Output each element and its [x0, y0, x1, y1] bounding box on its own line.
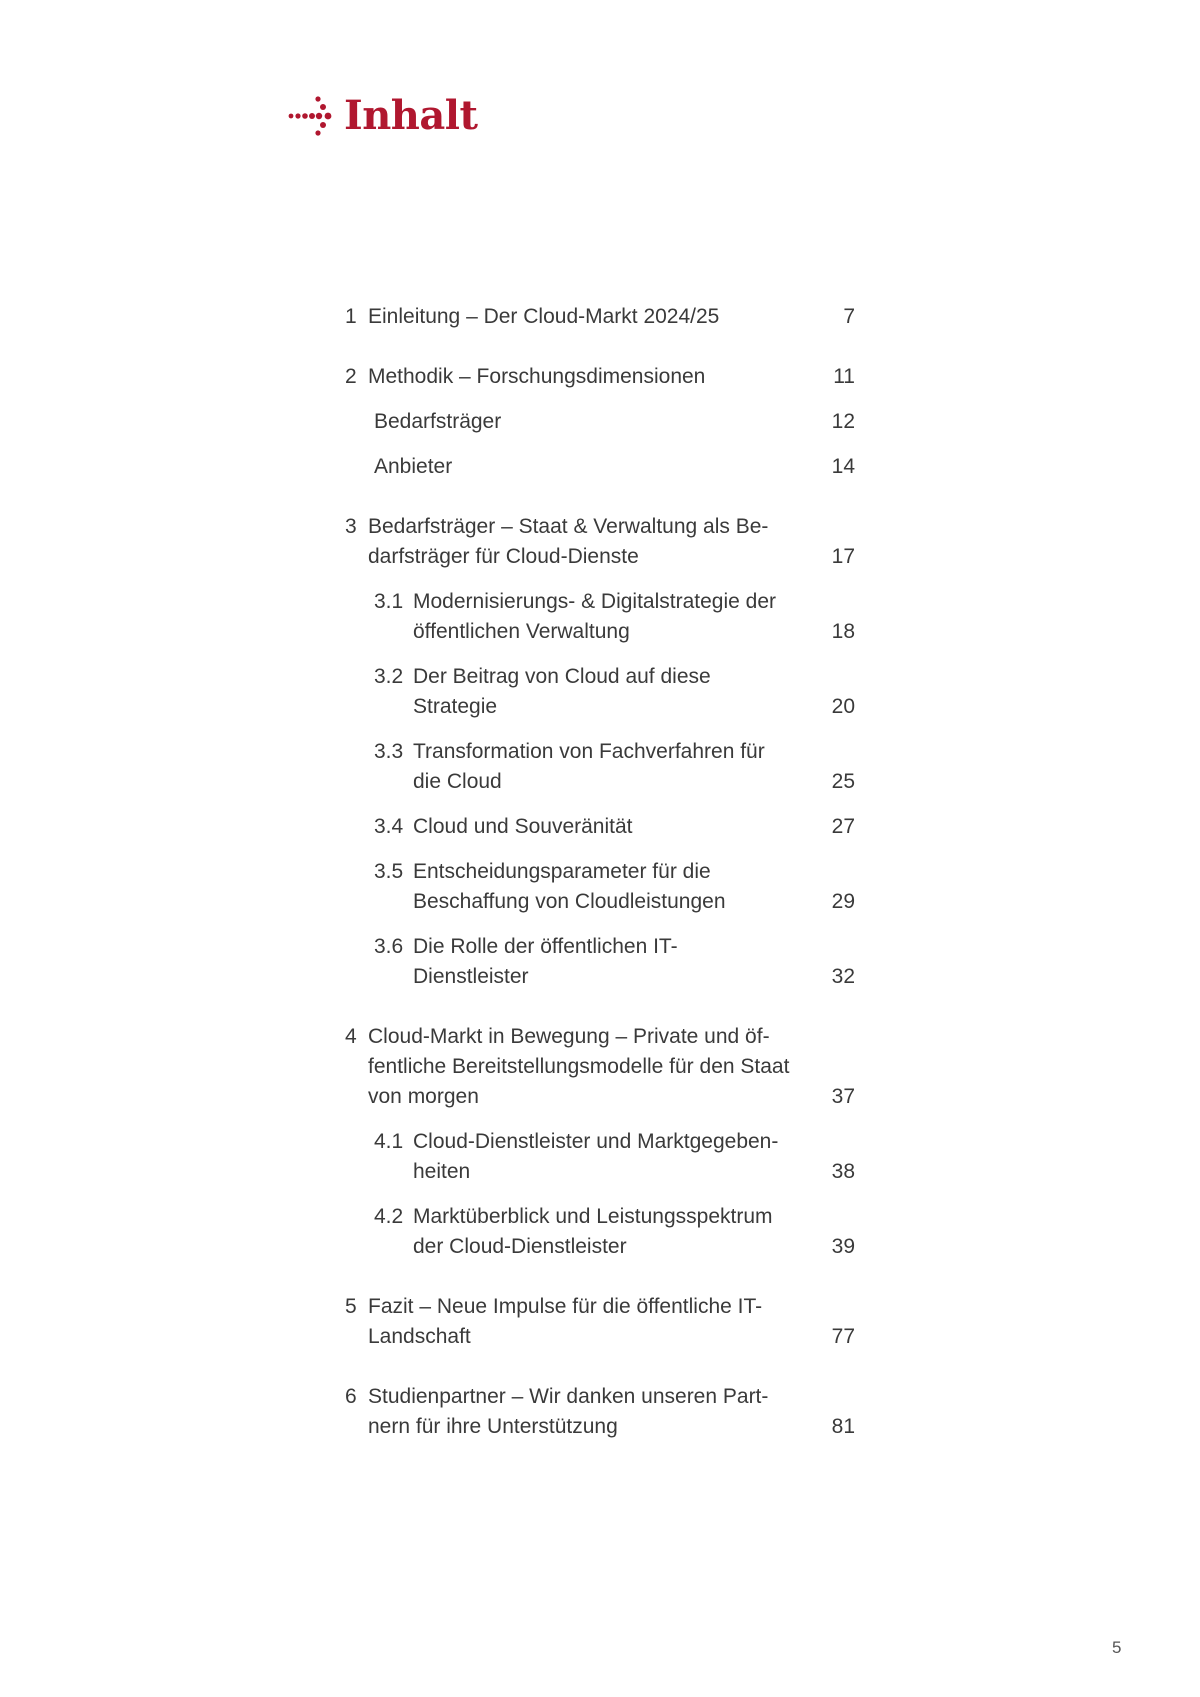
page-number: 5: [1112, 1638, 1122, 1657]
toc-page: 18: [831, 620, 855, 643]
toc-title: Studienpartner – Wir danken unseren Partnern für ihre Unterstützung: [368, 1385, 769, 1438]
toc-title: Marktüberblick und Leistungsspektrum der Cloud-Dienstleister: [413, 1205, 773, 1258]
toc-number: 6: [345, 1385, 357, 1408]
toc-entry-anbieter[interactable]: [345, 452, 855, 482]
toc-entry-3-1[interactable]: [345, 587, 855, 647]
toc-title: Cloud-Dienstleister und Marktgegebenheiten: [413, 1130, 779, 1183]
toc-number: 2: [345, 365, 357, 388]
toc-entry-4-1[interactable]: [345, 1127, 855, 1187]
toc-number: 3.6: [374, 935, 404, 958]
toc-number: 3.5: [374, 860, 404, 883]
toc-number: 3.4: [374, 815, 404, 838]
toc-page: 81: [831, 1415, 855, 1438]
toc-number: 4.1: [374, 1130, 404, 1153]
toc-entry-4[interactable]: [345, 1022, 855, 1112]
toc-entry-3-2[interactable]: [345, 662, 855, 722]
toc-entry-1[interactable]: [345, 302, 855, 332]
toc-title: Cloud und Souveränität: [413, 815, 633, 838]
toc-page: 14: [831, 455, 855, 478]
toc-number: 4: [345, 1025, 357, 1048]
toc-page: 17: [831, 545, 855, 568]
toc-page: 12: [831, 410, 855, 433]
toc-number: 3: [345, 515, 357, 538]
toc-title: Anbieter: [374, 455, 453, 478]
toc-entry-4-2[interactable]: [345, 1202, 855, 1262]
toc-page: 7: [843, 305, 855, 328]
toc-page: 29: [831, 890, 855, 913]
toc-page: 27: [831, 815, 855, 838]
toc-page: 25: [831, 770, 855, 793]
toc-number: 4.2: [374, 1205, 404, 1228]
toc-page: 20: [831, 695, 855, 718]
toc-title: Entscheidungsparameter für die Beschaffung von Cloudleistungen: [413, 860, 726, 913]
toc-page: 38: [831, 1160, 855, 1183]
toc-entry-3[interactable]: [345, 512, 855, 572]
toc-number: 1: [345, 305, 357, 328]
toc-title: Cloud-Markt in Bewegung – Private und öffentliche Bereitstellungsmodelle für den Staat von morgen: [368, 1025, 790, 1108]
toc-page: 77: [831, 1325, 855, 1348]
toc-title: Fazit – Neue Impulse für die öffentliche IT-Landschaft: [368, 1295, 763, 1348]
page-title: Inhalt: [344, 92, 478, 139]
toc-entry-3-5[interactable]: [345, 857, 855, 917]
page-header: [288, 92, 478, 139]
toc-title: Die Rolle der öffentlichen IT-Dienstleister: [413, 935, 678, 988]
toc-title: Bedarfsträger: [374, 410, 502, 433]
toc-page: 32: [831, 965, 855, 988]
toc-number: 3.1: [374, 590, 404, 613]
toc-entry-5[interactable]: [345, 1292, 855, 1352]
toc-number: 5: [345, 1295, 357, 1318]
toc-title: Methodik – Forschungsdimensionen: [368, 365, 706, 388]
toc-number: 3.3: [374, 740, 404, 763]
toc-entry-2[interactable]: [345, 362, 855, 392]
toc-number: 3.2: [374, 665, 404, 688]
toc-entry-3-4[interactable]: [345, 812, 855, 842]
toc-entry-6[interactable]: [345, 1382, 855, 1442]
toc-entry-3-6[interactable]: [345, 932, 855, 992]
toc-title: Modernisierungs- & Digitalstrategie der öffentlichen Verwaltung: [413, 590, 776, 643]
toc-page: 11: [833, 365, 855, 388]
toc-title: Bedarfsträger – Staat & Verwaltung als Bedarfsträger für Cloud-Dienste: [368, 515, 769, 568]
toc-entry-3-3[interactable]: [345, 737, 855, 797]
toc-title: Der Beitrag von Cloud auf diese Strategie: [413, 665, 711, 718]
toc-page: 39: [831, 1235, 855, 1258]
toc-page: 37: [831, 1085, 855, 1108]
table-of-contents: [345, 302, 855, 1442]
toc-title: Transformation von Fachverfahren für die Cloud: [413, 740, 765, 793]
toc-title: Einleitung – Der Cloud-Markt 2024/25: [368, 305, 720, 328]
toc-entry-bedarfstraeger[interactable]: [345, 407, 855, 437]
dotted-arrow-icon: [288, 96, 334, 136]
